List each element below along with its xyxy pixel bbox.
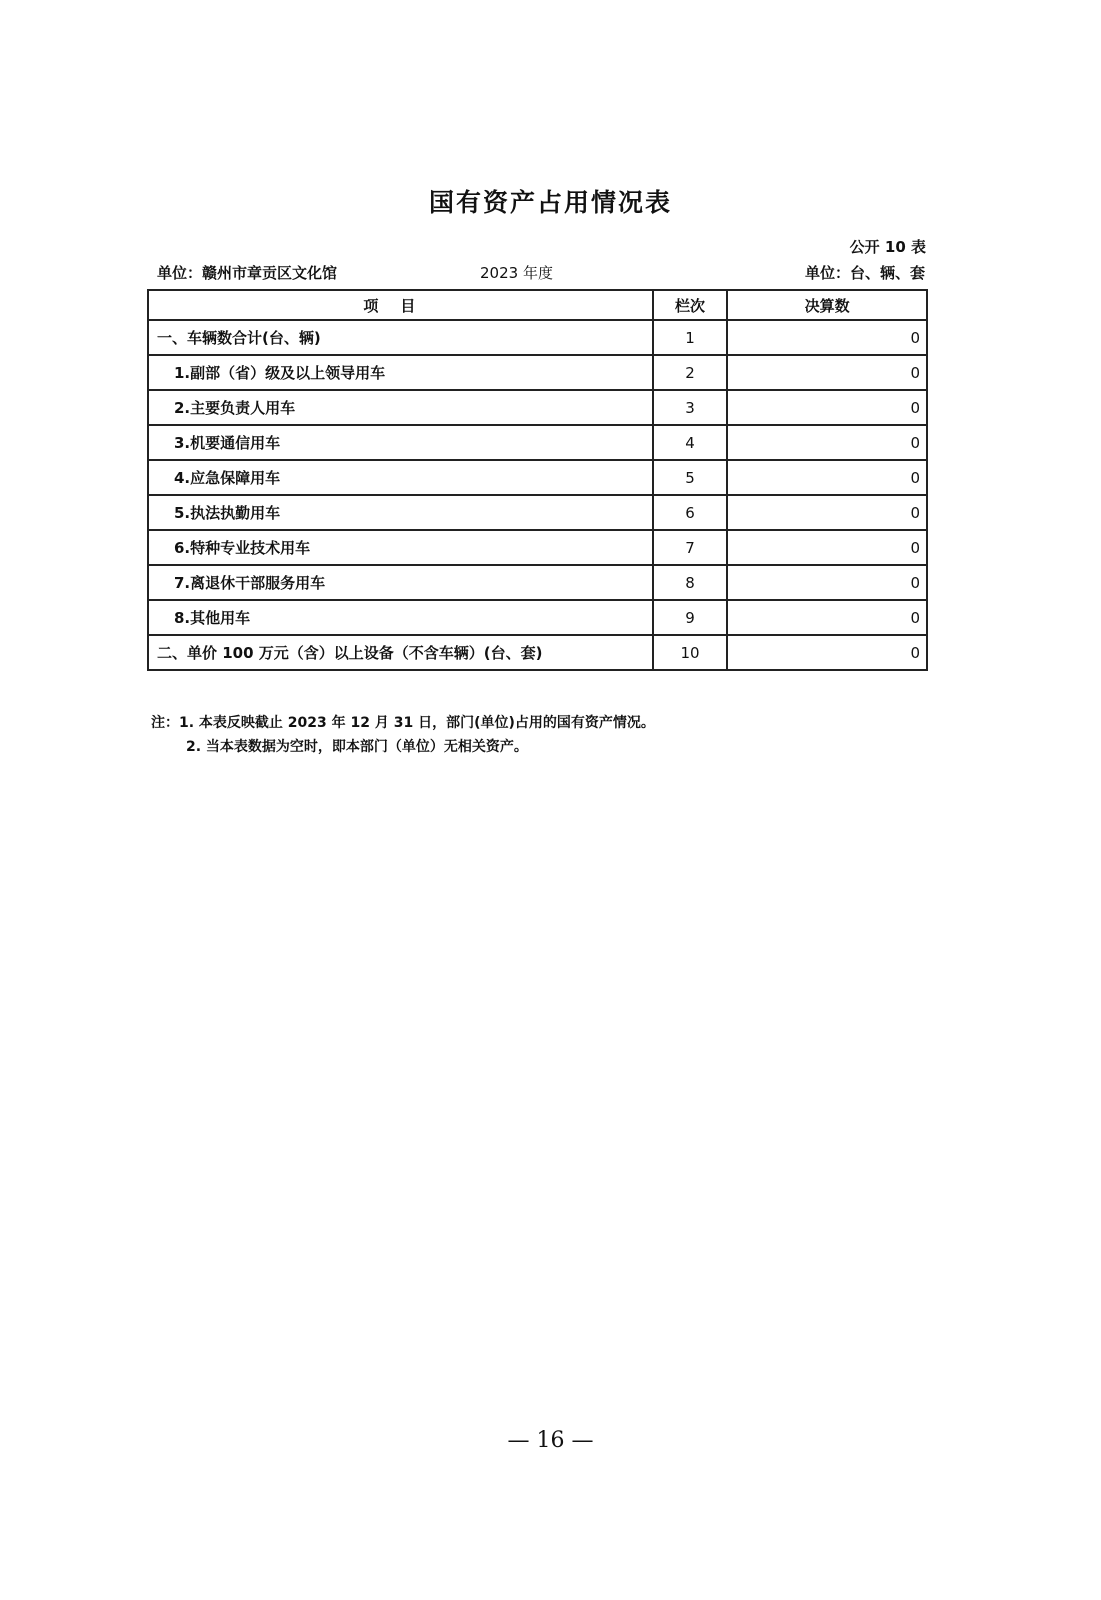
header-amount: 决算数 (727, 290, 927, 320)
row-amount: 0 (727, 320, 927, 355)
row-amount: 0 (727, 460, 927, 495)
row-amount: 0 (727, 425, 927, 460)
header-item (148, 290, 653, 320)
row-item: 二、单价 100 万元（含）以上设备（不含车辆）(台、套) (148, 635, 653, 670)
row-item: 6.特种专业技术用车 (148, 530, 653, 565)
table-notes (151, 711, 655, 759)
note-line: 2. 当本表数据为空时，即本部门（单位）无相关资产。 (186, 739, 528, 755)
row-item: 4.应急保障用车 (148, 460, 653, 495)
row-line-no: 5 (653, 460, 727, 495)
row-line-no: 10 (653, 635, 727, 670)
note-line: 注：1. 本表反映截止 2023 年 12 月 31 日，部门(单位)占用的国有资产情况。 (151, 715, 655, 731)
header-item-label: 项目 (363, 296, 438, 315)
row-line-no: 6 (653, 495, 727, 530)
table-meta-row (157, 262, 925, 284)
row-amount: 0 (727, 390, 927, 425)
table-row (148, 390, 927, 425)
row-amount: 0 (727, 355, 927, 390)
row-item: 5.执法执勤用车 (148, 495, 653, 530)
table-row (148, 635, 927, 670)
row-line-no: 4 (653, 425, 727, 460)
table-row (148, 425, 927, 460)
row-item: 2.主要负责人用车 (148, 390, 653, 425)
row-item: 1.副部（省）级及以上领导用车 (148, 355, 653, 390)
row-amount: 0 (727, 530, 927, 565)
row-line-no: 1 (653, 320, 727, 355)
reporting-unit: 单位：赣州市章贡区文化馆 (157, 264, 338, 282)
table-row (148, 565, 927, 600)
asset-occupancy-table (147, 289, 928, 671)
measure-unit: 单位：台、辆、套 (804, 264, 925, 282)
fiscal-year: 2023 年度 (480, 264, 553, 282)
row-item: 8.其他用车 (148, 600, 653, 635)
row-item: 一、车辆数合计(台、辆) (148, 320, 653, 355)
row-line-no: 9 (653, 600, 727, 635)
table-row (148, 320, 927, 355)
row-line-no: 2 (653, 355, 727, 390)
table-row (148, 600, 927, 635)
row-amount: 0 (727, 600, 927, 635)
row-line-no: 3 (653, 390, 727, 425)
table-header-row (148, 290, 927, 320)
table-row (148, 355, 927, 390)
header-line-no: 栏次 (653, 290, 727, 320)
row-line-no: 7 (653, 530, 727, 565)
page-title: 国有资产占用情况表 (428, 188, 672, 217)
row-amount: 0 (727, 565, 927, 600)
table-row (148, 460, 927, 495)
table-row (148, 495, 927, 530)
table-row (148, 530, 927, 565)
page-number: — 16 — (507, 1428, 594, 1453)
table-code: 公开 10 表 (849, 238, 926, 256)
row-item: 7.离退休干部服务用车 (148, 565, 653, 600)
row-item: 3.机要通信用车 (148, 425, 653, 460)
row-amount: 0 (727, 495, 927, 530)
row-line-no: 8 (653, 565, 727, 600)
row-amount: 0 (727, 635, 927, 670)
